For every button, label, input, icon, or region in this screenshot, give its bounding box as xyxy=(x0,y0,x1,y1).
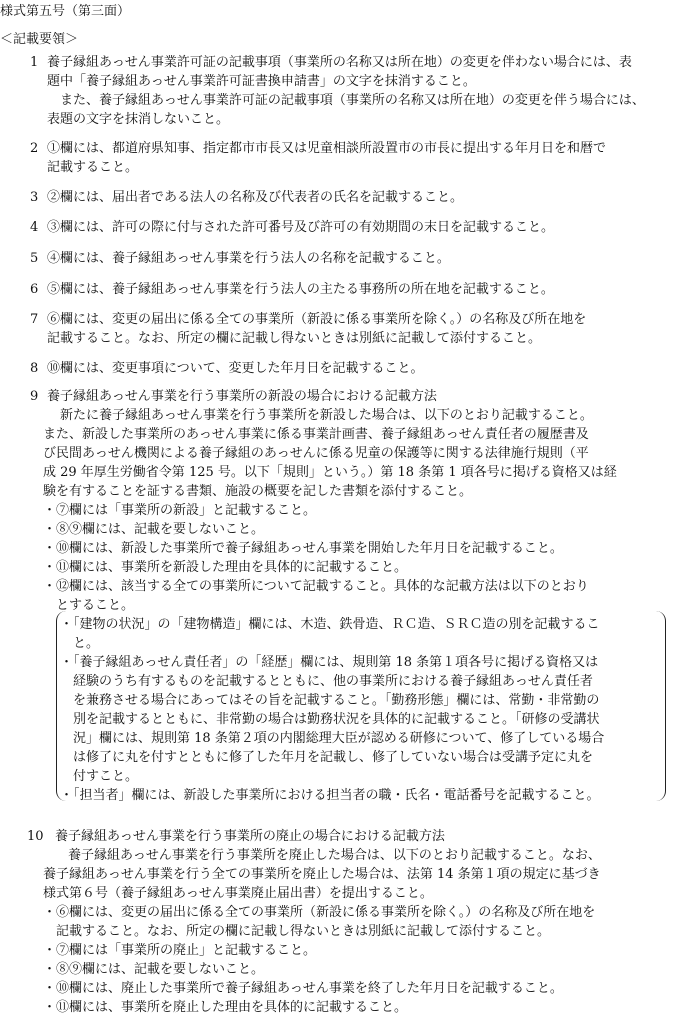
item-line: 題中「養子縁組あっせん事業許可証書換申請書」の文字を抹消すること。 xyxy=(47,74,476,89)
item-line: とすること。 xyxy=(43,598,135,613)
item-line: ⑤欄には、養子縁組あっせん事業を行う法人の主たる事務所の所在地を記載すること。 xyxy=(47,282,554,297)
form-title: 様式第五号（第三面） xyxy=(0,4,131,19)
bracket-line: は修了に丸を付すとともに修了した年月を記載し、修了していない場合は受講予定に丸を xyxy=(60,750,594,765)
item-line: 記載すること。 xyxy=(47,160,139,175)
item-line: ・⑦欄には「事業所の新設」と記載すること。 xyxy=(43,503,317,518)
item-line: ①欄には、都道府県知事、指定都市市長又は児童相談所設置市の市長に提出する年月日を和暦で xyxy=(47,141,607,156)
item-line: ・⑦欄には「事業所の廃止」と記載すること。 xyxy=(43,943,317,958)
item-number: 5 xyxy=(30,251,39,266)
item-line: 養子縁組あっせん事業を行う事業所の廃止の場合における記載方法 xyxy=(55,829,445,844)
item-line: 表題の文字を抹消しないこと。 xyxy=(47,112,230,127)
item-line: ②欄には、届出者である法人の名称及び代表者の氏名を記載すること。 xyxy=(47,190,464,205)
item-line: 記載すること。なお、所定の欄に記載し得ないときは別紙に記載して添付すること。 xyxy=(43,924,551,939)
bracket-line: と。 xyxy=(60,636,100,651)
item-number: 7 xyxy=(30,312,39,327)
item-line: 養子縁組あっせん事業を行う事業所の新設の場合における記載方法 xyxy=(47,389,437,404)
item-line: 養子縁組あっせん事業を行う事業所を廃止した場合は、以下のとおり記載すること。なお、 xyxy=(55,848,601,863)
item-number: 4 xyxy=(30,220,39,235)
item-number: 1 xyxy=(30,55,39,70)
item-line: 養子縁組あっせん事業許可証の記載事項（事業所の名称又は所在地）の変更を伴わない場合には、表 xyxy=(47,55,632,70)
bracket-line: 況」欄には、規則第 18 条第２項の内閣総理大臣が認める研修について、修了している場合 xyxy=(60,731,605,746)
item-line: 記載すること。なお、所定の欄に記載し得ないときは別紙に記載して添付すること。 xyxy=(47,331,542,346)
item-line: び民間あっせん機関による養子縁組のあっせんに係る児童の保護等に関する法律施行規則（平 xyxy=(43,446,589,461)
item-line: ④欄には、養子縁組あっせん事業を行う法人の名称を記載すること。 xyxy=(47,251,450,266)
bracket-line: 経験のうち有するものを記載するとともに、他の事業所における養子縁組あっせん責任者 xyxy=(60,674,593,689)
item-line: また、新設した事業所のあっせん事業に係る事業計画書、養子縁組あっせん責任者の履歴書及 xyxy=(43,427,589,442)
item-line: 成 29 年厚生労働省令第 125 号。以下「規則」という。）第 18 条第 1 項各号に掲げる資格又は経 xyxy=(43,465,617,480)
bracket-line: ・「養子縁組あっせん責任者」の「経歴」欄には、規則第 18 条第１項各号に掲げる資格又は xyxy=(60,655,599,670)
item-line: ・⑩欄には、廃止した事業所で養子縁組あっせん事業を終了した年月日を記載すること。 xyxy=(43,981,563,996)
item-line: ・⑪欄には、事業所を廃止した理由を具体的に記載すること。 xyxy=(43,1000,408,1015)
item-number: 8 xyxy=(30,361,39,376)
bracket-line: ・「担当者」欄には、新設した事業所における担当者の職・氏名・電話番号を記載すること。 xyxy=(60,788,600,803)
item-line: 様式第６号（養子縁組あっせん事業廃止届出書）を提出すること。 xyxy=(43,886,433,901)
item-line: また、養子縁組あっせん事業許可証の記載事項（事業所の名称又は所在地）の変更を伴う場合には、 xyxy=(47,93,645,108)
item-number: 6 xyxy=(30,282,39,297)
item-line: ③欄には、許可の際に付与された許可番号及び許可の有効期間の末日を記載すること。 xyxy=(47,220,555,235)
item-line: 験を有することを証する書類、施設の概要を記した書類を添付すること。 xyxy=(43,484,473,499)
item-line: ・⑩欄には、新設した事業所で養子縁組あっせん事業を開始した年月日を記載すること。 xyxy=(43,541,563,556)
item-number: 10 xyxy=(27,829,44,844)
item-line: ・⑧⑨欄には、記載を要しないこと。 xyxy=(43,522,265,537)
item-number: 3 xyxy=(30,190,39,205)
item-line: 養子縁組あっせん事業を行う全ての事業所を廃止した場合は、法第 14 条第１項の規定に基づき xyxy=(43,867,601,882)
item-line: ⑥欄には、変更の届出に係る全ての事業所（新設に係る事業所を除く。）の名称及び所在地を xyxy=(47,312,587,327)
bracket-line: ・「建物の状況」の「建物構造」欄には、木造、鉄骨造、ＲＣ造、ＳＲＣ造の別を記載するこ xyxy=(60,617,600,632)
bracket-line: を兼務させる場合にあってはその旨を記載すること。「勤務形態」欄には、常勤・非常勤の xyxy=(60,693,600,708)
item-number: 9 xyxy=(30,389,39,404)
item-number: 2 xyxy=(30,141,39,156)
item-line: ・⑪欄には、事業所を新設した理由を具体的に記載すること。 xyxy=(43,560,408,575)
section-heading: ＜記載要領＞ xyxy=(0,32,79,47)
bracket-line: 別を記載するとともに、非常勤の場合は勤務状況を具体的に記載すること。「研修の受講状 xyxy=(60,712,600,727)
item-line: ・⑥欄には、変更の届出に係る全ての事業所（新設に係る事業所を除く。）の名称及び所在地を xyxy=(43,905,596,920)
item-line: ・⑫欄には、該当する全ての事業所について記載すること。具体的な記載方法は以下のとおり xyxy=(43,579,589,594)
item-line: ・⑧⑨欄には、記載を要しないこと。 xyxy=(43,962,265,977)
item-line: 新たに養子縁組あっせん事業を行う事業所を新設した場合は、以下のとおり記載すること。 xyxy=(47,408,593,423)
bracket-line: 付すこと。 xyxy=(60,769,139,784)
item-line: ⑩欄には、変更事項について、変更した年月日を記載すること。 xyxy=(47,361,424,376)
